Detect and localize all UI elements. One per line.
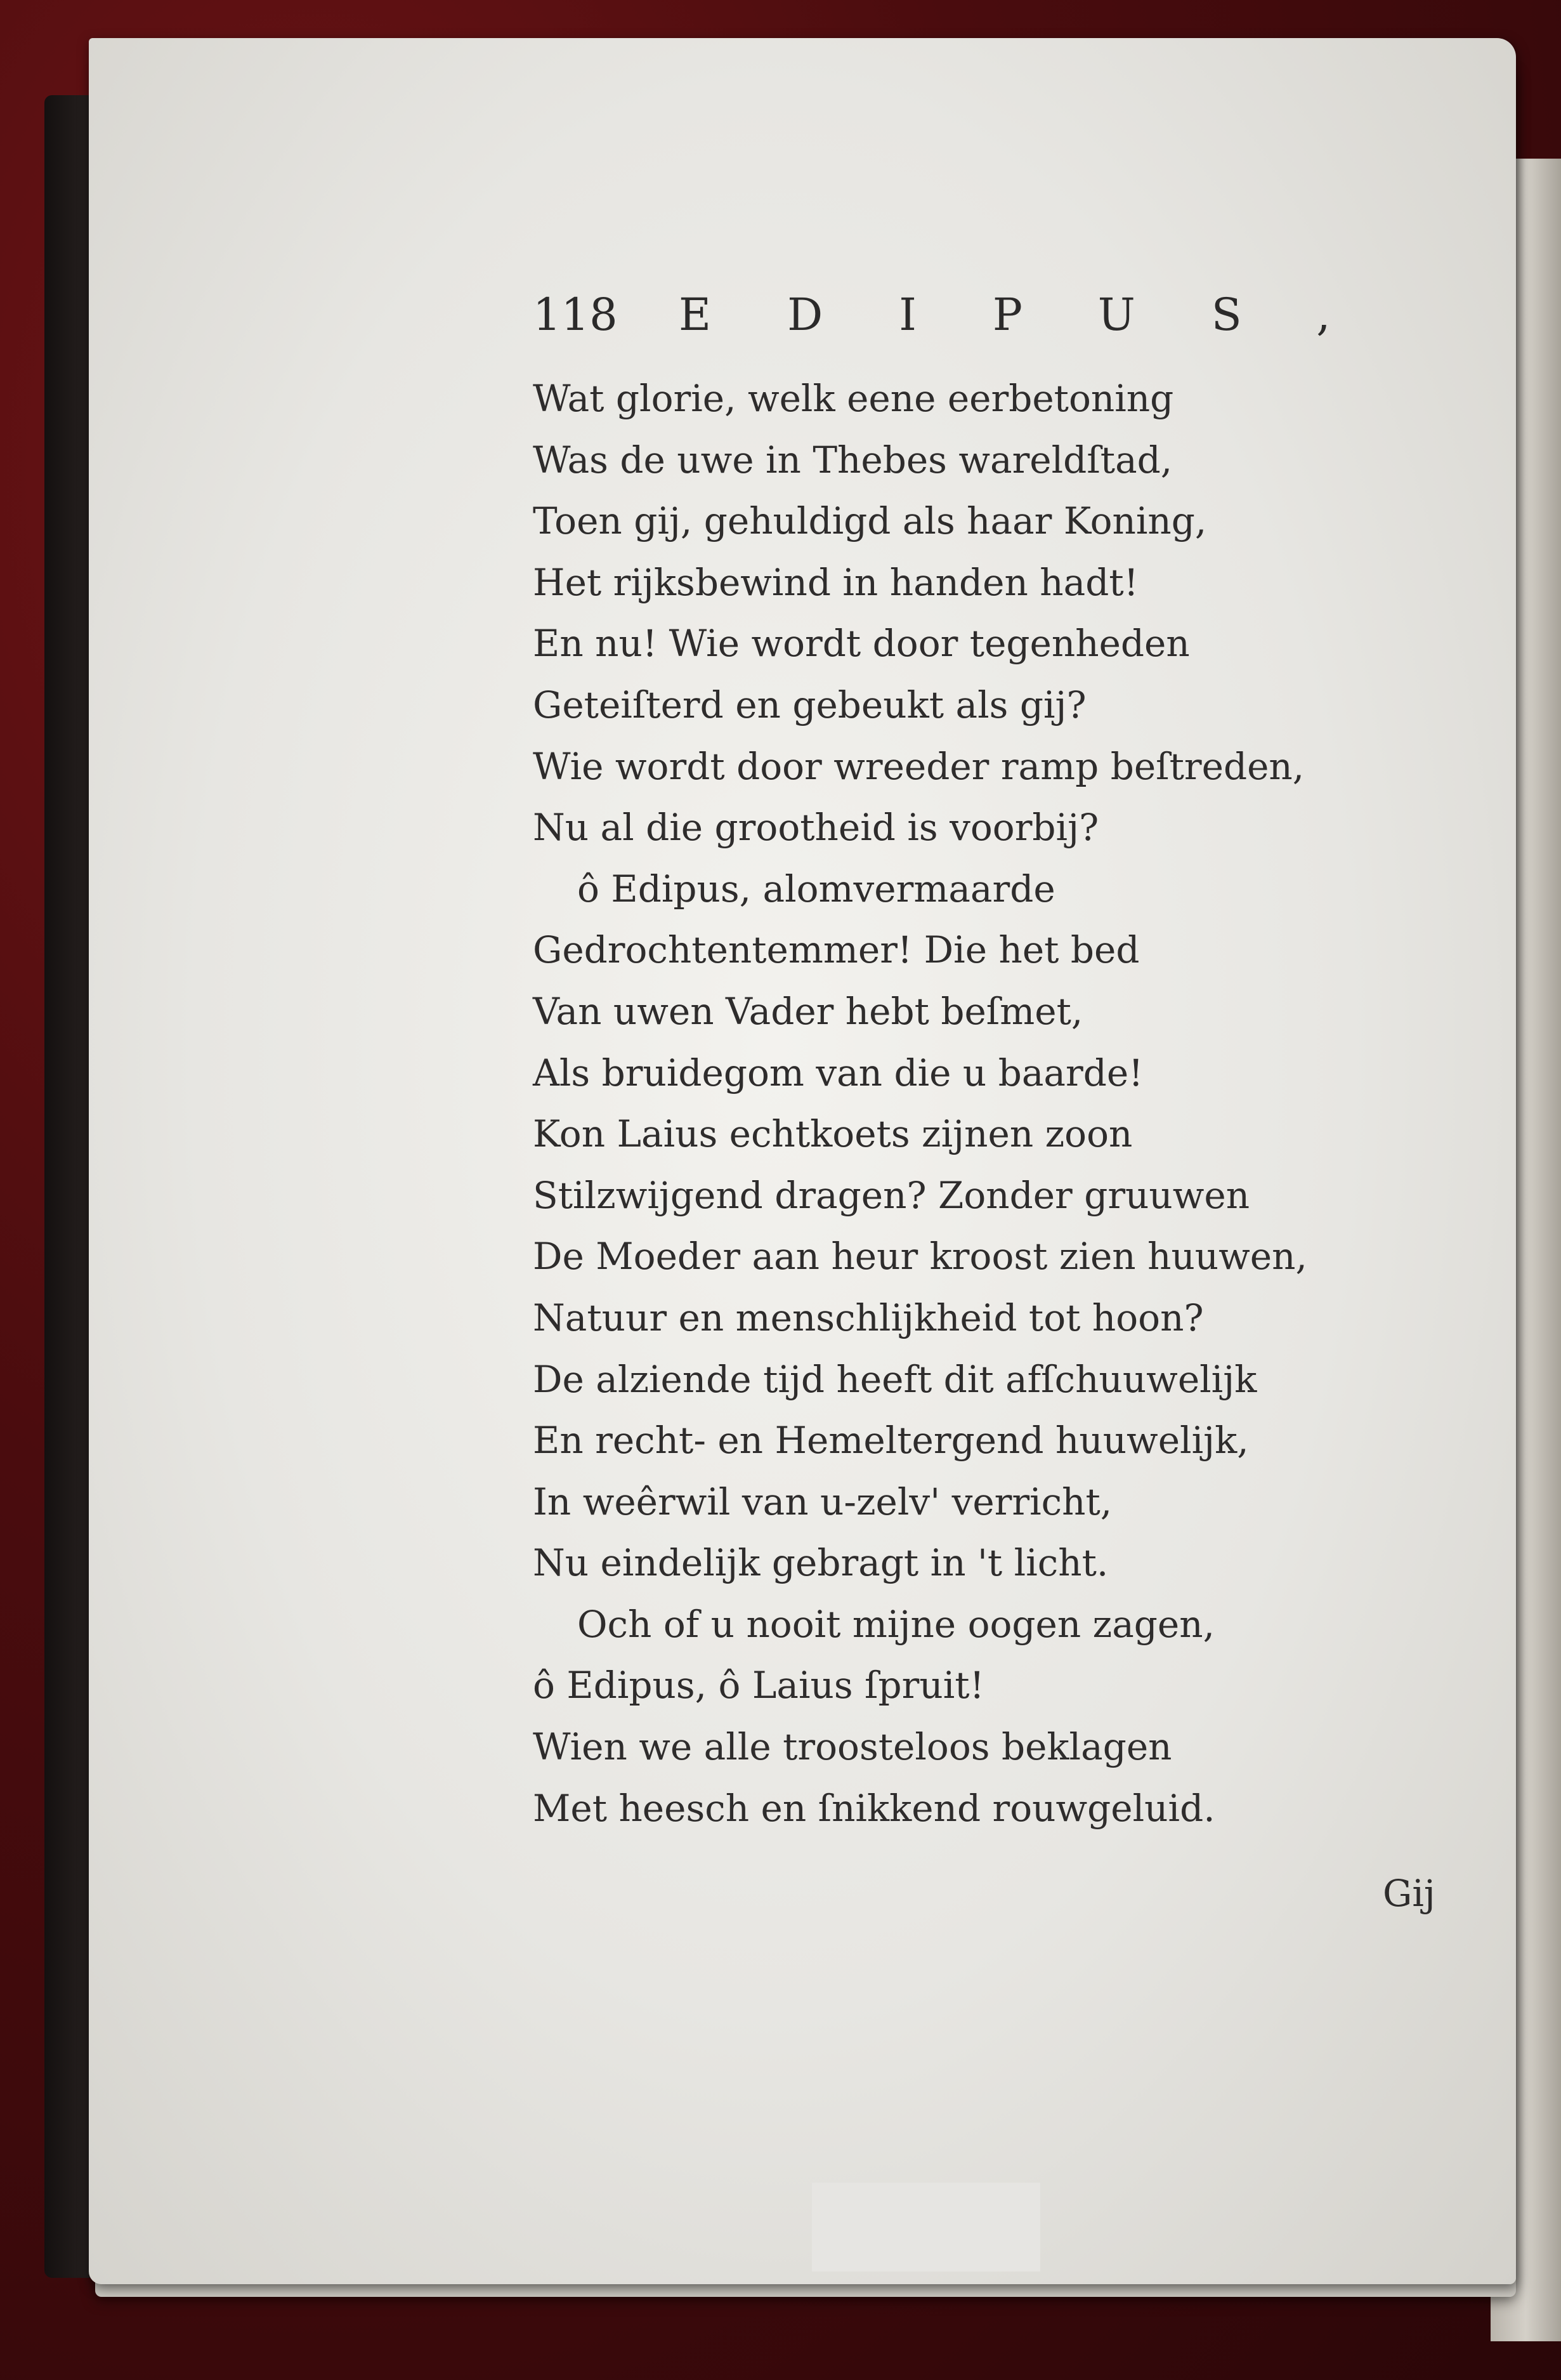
poem-line: ô Edipus, alomvermaarde xyxy=(577,867,1055,911)
poem-line: En recht- en Hemeltergend huuwelijk, xyxy=(533,1419,1249,1463)
poem-line: Och of u nooit mijne oogen zagen, xyxy=(577,1602,1215,1646)
poem-line: Nu al die grootheid is voorbij? xyxy=(533,806,1099,850)
poem-line: Natuur en menschlijkheid tot hoon? xyxy=(533,1296,1204,1339)
poem-text xyxy=(533,368,1307,1839)
poem-line: Als bruidegom van die u baarde! xyxy=(533,1051,1144,1095)
poem-line: Wien we alle troosteloos beklagen xyxy=(533,1725,1172,1769)
poem-line: Van uwen Vader hebt beſmet, xyxy=(533,989,1083,1033)
poem-line: Met heesch en ſnikkend rouwgeluid. xyxy=(533,1786,1215,1830)
poem-line: De Moeder aan heur kroost zien huuwen, xyxy=(533,1235,1307,1279)
catchword: Gij xyxy=(1383,1872,1435,1915)
poem-line: Het rijksbewind in handen hadt! xyxy=(533,560,1139,604)
running-title: EDIPUS, xyxy=(679,289,1407,341)
poem-line: Wie wordt door wreeder ramp beſtreden, xyxy=(533,744,1305,788)
poem-line: Geteiſterd en gebeukt als gij? xyxy=(533,683,1087,726)
page-header xyxy=(533,289,1407,346)
poem-line: Gedrochtentemmer! Die het bed xyxy=(533,928,1140,972)
poem-line: ô Edipus, ô Laius ſpruit! xyxy=(533,1664,984,1707)
scan-patch xyxy=(812,2183,1040,2272)
poem-line: Stilzwijgend dragen? Zonder gruuwen xyxy=(533,1173,1250,1217)
page-number: 118 xyxy=(533,289,618,341)
poem-line: Kon Laius echtkoets zijnen zoon xyxy=(533,1112,1133,1156)
poem-line: En nu! Wie wordt door tegenheden xyxy=(533,622,1190,666)
poem-line: Was de uwe in Thebes wareldſtad, xyxy=(533,438,1173,482)
poem-line: Nu eindelijk gebragt in 't licht. xyxy=(533,1541,1109,1585)
poem-line: Wat glorie, welk eene eerbetoning xyxy=(533,377,1174,420)
poem-line: Toen gij, gehuldigd als haar Koning, xyxy=(533,499,1207,543)
poem-line: De alziende tijd heeft dit afſchuuwelijk xyxy=(533,1357,1257,1401)
poem-line: In weêrwil van u-zelv' verricht, xyxy=(533,1480,1113,1523)
